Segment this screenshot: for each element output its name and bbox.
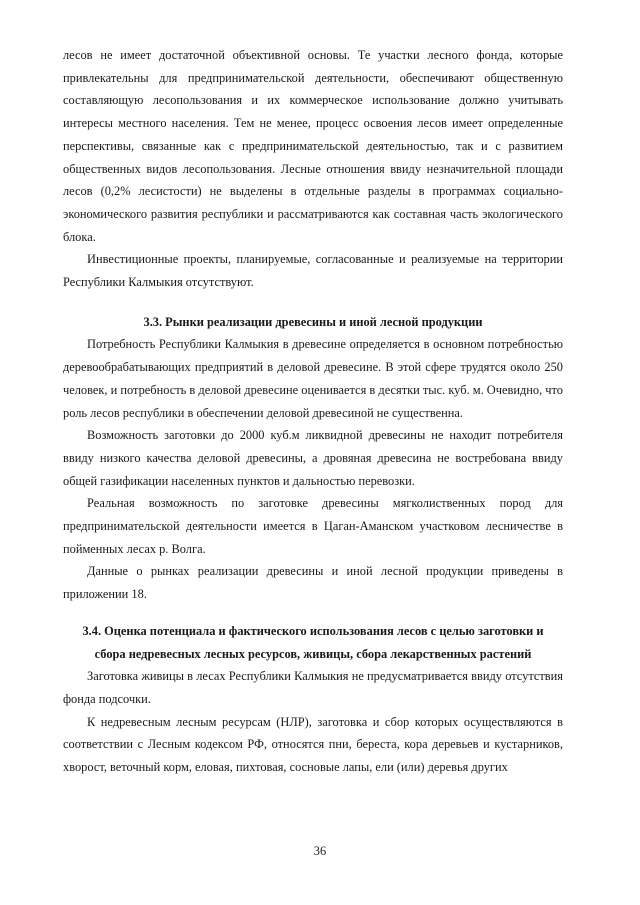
section-3-4-heading-line-2: сбора недревесных лесных ресурсов, живицы, сбора лекарственных растений <box>94 646 532 661</box>
section-3-3-heading: 3.3. Рынки реализации древесины и иной лесной продукции <box>143 314 483 329</box>
page-number: 36 <box>313 844 327 858</box>
document-body <box>63 44 563 779</box>
section-3-4-heading <box>63 620 563 665</box>
paragraph-wood-demand: Потребность Республики Калмыкия в древесине определяется в основном потребностью деревообрабатывающих предприятий в деловой древесине. В этой сфере трудятся около 250 человек, и потребность в деловой древесине оценивается в десятки тыс. куб. м. Очевидно, что роль лесов республики в обеспечении деловой древесиной не существенна. <box>63 337 563 420</box>
paragraph-real-possibility: Реальная возможность по заготовке древесины мягколиственных пород для предпринимательской деятельности имеется в Цаган-Аманском участковом лесничестве в пойменных лесах р. Волга. <box>63 496 563 556</box>
paragraph-market-data: Данные о рынках реализации древесины и иной лесной продукции приведены в приложении 18. <box>63 564 563 602</box>
section-3-4-heading-line-1: 3.4. Оценка потенциала и фактического использования лесов с целью заготовки и <box>82 623 544 638</box>
paragraph-non-timber-resources: К недревесным лесным ресурсам (НЛР), заготовка и сбор которых осуществляются в соответствии с Лесным кодексом РФ, относятся пни, береста, кора деревьев и кустарников, хворост, веточный корм, еловая, пихтовая, сосновые лапы, ели (или) деревья других <box>63 714 563 775</box>
paragraph-resin-harvest: Заготовка живицы в лесах Республики Калмыкия не предусматривается ввиду отсутствия фонда подсочки. <box>63 669 563 706</box>
paragraph-investment-projects: Инвестиционные проекты, планируемые, согласованные и реализуемые на территории Республики Калмыкия отсутствуют. <box>63 252 563 290</box>
paragraph-continuation: лесов не имеет достаточной объективной основы. Те участки лесного фонда, которые привлекательны для предпринимательской деятельности, обеспечивают общественную составляющую лесопользования и их коммерческое использование должно учитывать интересы местного населения. Тем не менее, процесс освоения лесов имеет определенные перспективы, связанные как с предпринимательской деятельностью, так и с развитием общественных видов лесопользования. Лесные отношения ввиду незначительной площади лесов (0,2% лесистости) не выделены в отдельные разделы в программах социально-экономического развития республики и рассматриваются как составная часть экологического блока. <box>63 48 563 244</box>
paragraph-harvest-possibility: Возможность заготовки до 2000 куб.м ликвидной древесины не находит потребителя ввиду низкого качества деловой древесины, а дровяная древесина не востребована ввиду общей газификации населенных пунктов и дальностью перевозки. <box>63 428 563 488</box>
